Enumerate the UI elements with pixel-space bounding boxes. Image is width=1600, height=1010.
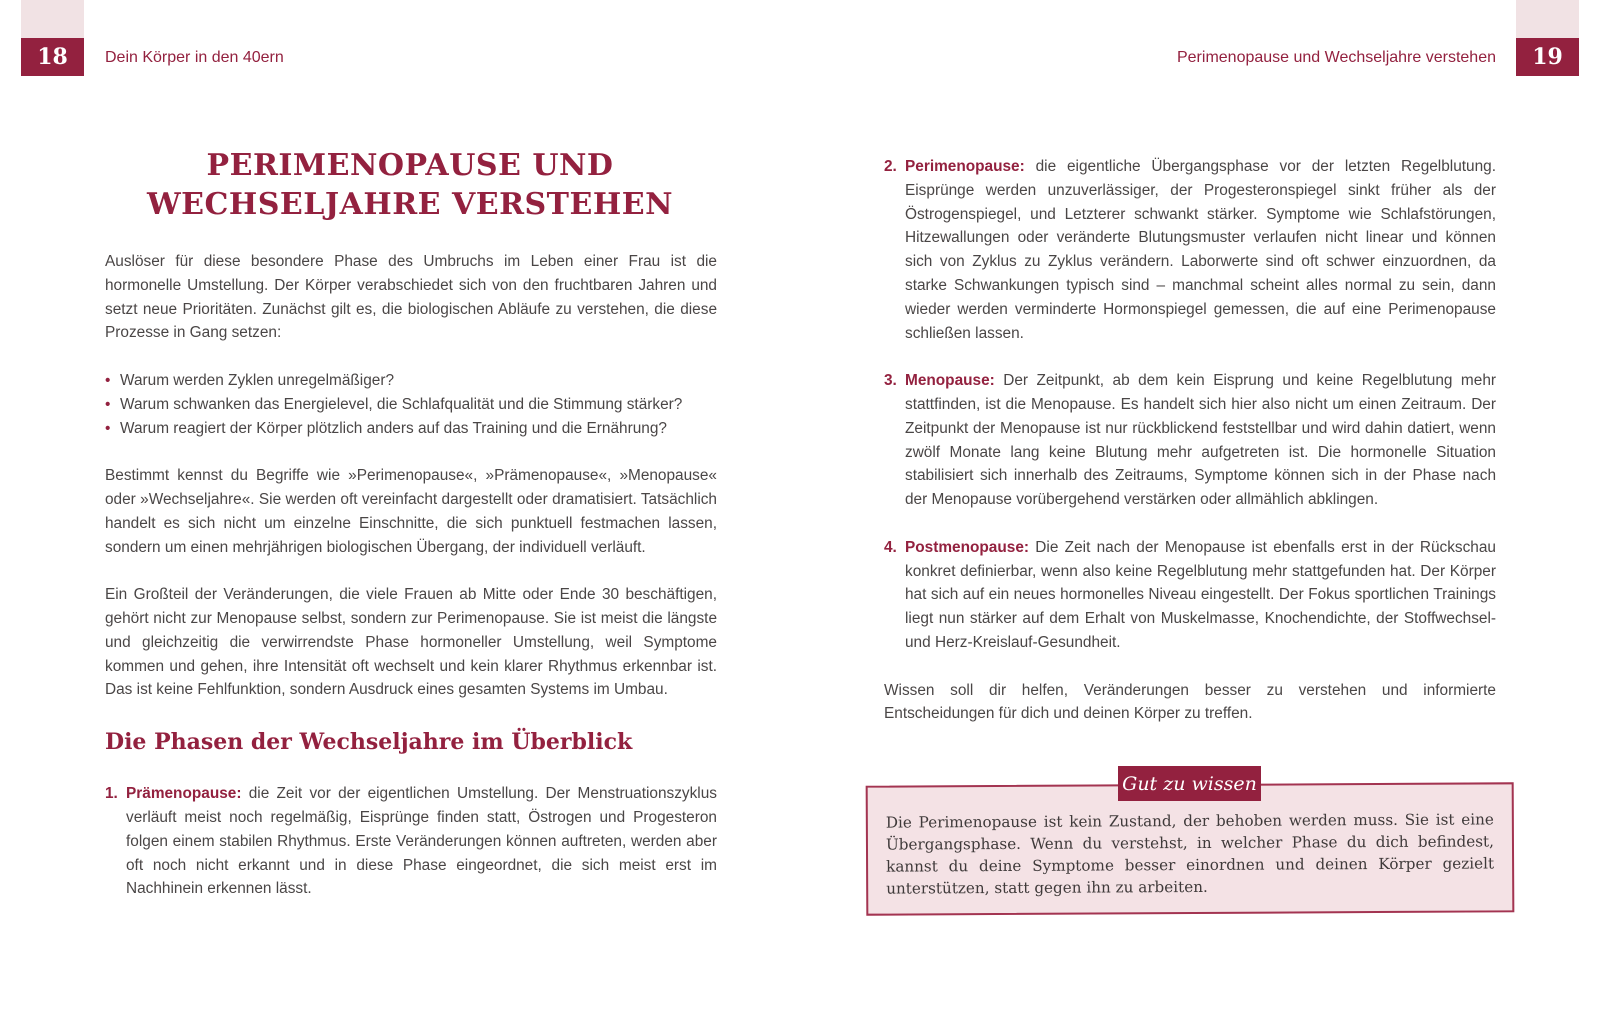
list-item: • Warum schwanken das Energielevel, die Schlafqualität und die Stimmung stärker? bbox=[105, 393, 717, 417]
question-list bbox=[105, 369, 717, 440]
right-column bbox=[884, 155, 1496, 750]
running-head-left: Dein Körper in den 40ern bbox=[105, 49, 284, 66]
phase-text: die eigentliche Übergangsphase vor der letzten Regelblutung. Eisprünge werden unzuverlässiger, der Progesteronspiegel sinkt früher als der Östrogenspiegel, und Letzterer schwankt stärker. Symptome wie Schlafstörungen, Hitzewallungen oder veränderte Blutungsmuster verlaufen nicht linear und können sich von Zyklus zu Zyklus verändern. Laborwerte sind oft schwer einzuordnen, da starke Schwankungen typisch sind – manchmal scheint alles normal zu sein, dann wieder werden verminderte Hormonspiegel gemessen, die auf eine Perimenopause schließen lassen. bbox=[905, 158, 1496, 342]
phase-term: Prämenopause: bbox=[126, 785, 242, 803]
phase-term: Postmenopause: bbox=[905, 538, 1030, 556]
phase-term: Perimenopause: bbox=[905, 158, 1025, 175]
phase-item bbox=[884, 155, 1496, 345]
page-number-right: 19 bbox=[1516, 38, 1579, 76]
intro-paragraph: Auslöser für diese besondere Phase des Umbruchs im Leben einer Frau ist die hormonelle Umstellung. Der Körper verabschiedet sich von den fruchtbaren Jahren und setzt neue Prioritäten. Zunächst gilt es, die biologischen Abläufe zu verstehen, die diese Prozesse in Gang setzen: bbox=[105, 253, 717, 342]
phase-number: 4. bbox=[884, 538, 897, 556]
info-box-text: Die Perimenopause ist kein Zustand, der behoben werden muss. Sie ist eine Übergangsphase. Wenn du verstehst, in welcher Phase du dich befindest, kannst du deine Symptome besser einordnen und deinen Körper gezielt unterstützen, statt gegen ihn zu arbeiten. bbox=[885, 810, 1495, 898]
running-head-right: Perimenopause und Wechseljahre verstehen bbox=[1176, 49, 1496, 66]
closing-paragraph: Wissen soll dir helfen, Veränderungen besser zu verstehen und informierte Entscheidungen für dich und deinen Körper zu treffen. bbox=[884, 681, 1496, 723]
section-heading: Die Phasen der Wechseljahre im Überblick bbox=[105, 729, 633, 756]
phase-text: Die Zeit nach der Menopause ist ebenfalls erst in der Rückschau konkret definierbar, wenn also keine Regelblutung mehr stattgefunden hat. Der Körper hat sich auf ein neues hormonelles Niveau eingestellt. Der Fokus sportlichen Trainings liegt nun stärker auf dem Erhalt von Muskelmasse, Knochendichte, der Stoffwechsel- und Herz-Kreislauf-Gesundheit. bbox=[905, 538, 1496, 651]
list-item: • Warum reagiert der Körper plötzlich anders auf das Training und die Ernährung? bbox=[105, 417, 717, 441]
phase-number: 3. bbox=[884, 372, 897, 390]
page-tab-right-top bbox=[1516, 0, 1579, 38]
phase-text: die Zeit vor der eigentlichen Umstellung. Der Menstruationszyklus verläuft meist noch regelmäßig, Eisprünge finden statt, Östrogen und Progesteron folgen einem stabilen Rhythmus. Erste Veränderungen können auftreten, werden aber oft noch nicht erkannt und in diese Phase eingeordnet, die sich meist erst im Nachhinein erkennen lässt. bbox=[126, 785, 717, 898]
chapter-title-line1: PERIMENOPAUSE UND bbox=[206, 148, 614, 183]
info-box bbox=[866, 782, 1515, 915]
page-tab-left-top bbox=[21, 0, 84, 38]
phase-term: Menopause: bbox=[905, 372, 995, 390]
info-box-label: Gut zu wissen bbox=[1118, 766, 1261, 801]
paragraph-perimenopause: Ein Großteil der Veränderungen, die viele Frauen ab Mitte oder Ende 30 beschäftigen, gehört nicht zur Menopause selbst, sondern zur Perimenopause. Sie ist meist die längste und gleichzeitig die verwirrendste Phase hormoneller Umstellung, weil Symptome kommen und gehen, ihre Intensität oft wechselt und kein klarer Rhythmus erkennbar ist. Das ist keine Fehlfunktion, sondern Ausdruck eines gesamten Systems im Umbau. bbox=[105, 586, 717, 699]
phase-item bbox=[884, 369, 1496, 512]
list-item: • Warum werden Zyklen unregelmäßiger? bbox=[105, 369, 717, 393]
phase-item bbox=[884, 536, 1496, 655]
chapter-title-line2: WECHSELJAHRE VERSTEHEN bbox=[146, 187, 674, 222]
phase-item bbox=[105, 782, 717, 901]
paragraph-terms: Bestimmt kennst du Begriffe wie »Perimenopause«, »Prämenopause«, »Menopause« oder »Wechseljahre«. Sie werden oft vereinfacht dargestellt oder dramatisiert. Tatsächlich handelt es sich nicht um einzelne Einschnitte, die sich punktuell festmachen lassen, sondern um einen mehrjährigen biologischen Übergang, der individuell verläuft. bbox=[105, 467, 717, 556]
left-column bbox=[105, 250, 717, 925]
page-number-left: 18 bbox=[21, 38, 84, 76]
phase-number: 2. bbox=[884, 158, 897, 175]
phase-number: 1. bbox=[105, 785, 118, 803]
chapter-title bbox=[104, 146, 716, 224]
phase-text: Der Zeitpunkt, ab dem kein Eisprung und keine Regelblutung mehr stattfinden, ist die Menopause. Es handelt sich hier also nicht um einen Zeitraum. Der Zeitpunkt der Menopause ist nur rückblickend feststellbar und wird dahin datiert, wenn zwölf Monate lang keine Blutung mehr aufgetreten ist. Die hormonelle Situation stabilisiert sich innerhalb des Zeitraums, Symptome können sich in der Phase nach der Menopause vorübergehend verstärken oder allmählich abklingen. bbox=[905, 372, 1496, 509]
